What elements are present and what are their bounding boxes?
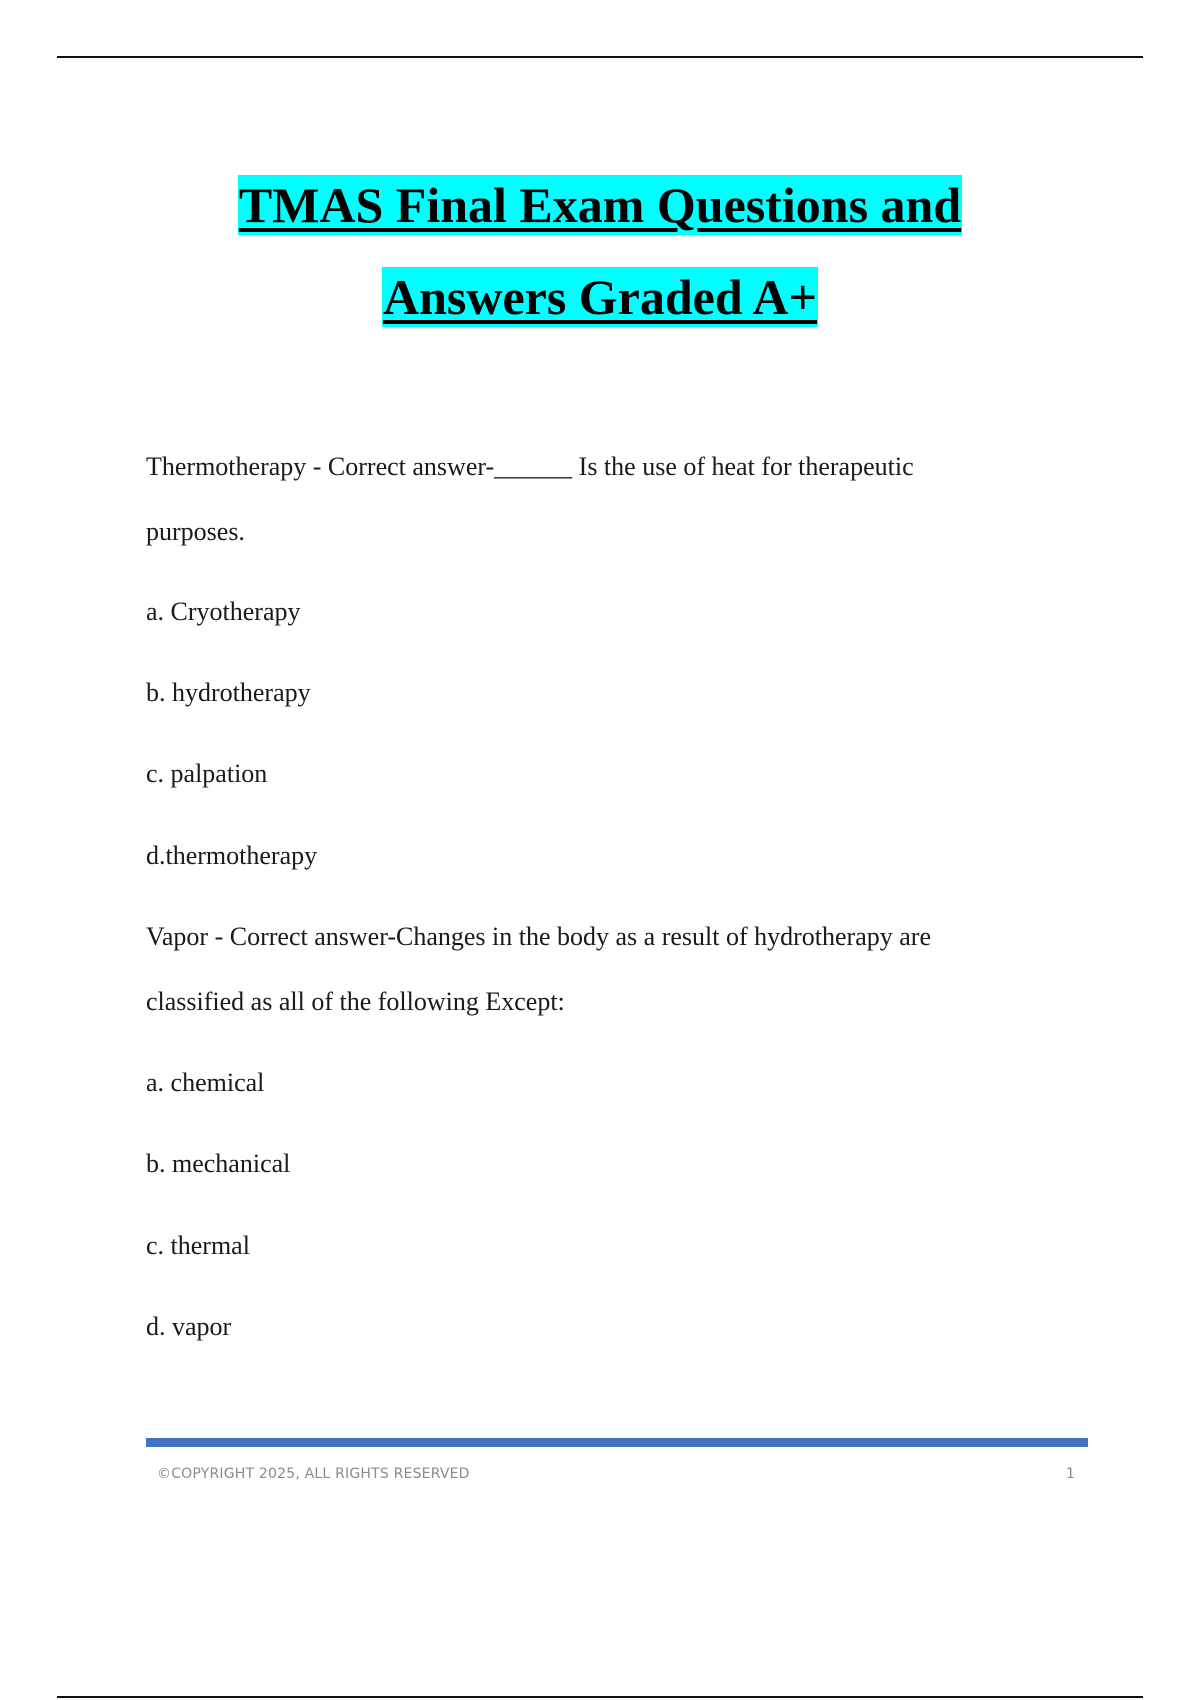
document-title	[0, 175, 1200, 327]
question-2-option-a: a. chemical	[146, 1068, 265, 1097]
question-2-option-d: d. vapor	[146, 1312, 232, 1341]
question-2-prompt-line-1: Vapor - Correct answer-Changes in the body as a result of hydrotherapy are	[146, 922, 931, 951]
top-rule	[57, 56, 1143, 58]
bottom-rule	[57, 1696, 1143, 1698]
title-line-1: TMAS Final Exam Questions and	[238, 177, 962, 233]
question-1-option-a: a. Cryotherapy	[146, 597, 301, 626]
question-2-prompt-line-2: classified as all of the following Except:	[146, 987, 565, 1016]
question-2-option-c: c. thermal	[146, 1231, 250, 1260]
question-1-option-b: b. hydrotherapy	[146, 678, 311, 707]
question-1-prompt-line-1: Thermotherapy - Correct answer-______ Is the use of heat for therapeutic	[146, 452, 914, 481]
question-1-prompt-line-2: purposes.	[146, 517, 245, 546]
question-1-option-c: c. palpation	[146, 759, 268, 788]
question-2-option-b: b. mechanical	[146, 1149, 291, 1178]
page-number: 1	[1066, 1466, 1075, 1482]
question-1-option-d: d.thermotherapy	[146, 841, 318, 870]
title-line-2: Answers Graded A+	[382, 269, 818, 325]
footer-copyright: ©COPYRIGHT 2025, ALL RIGHTS RESERVED	[157, 1466, 470, 1482]
footer-bar	[146, 1438, 1088, 1447]
